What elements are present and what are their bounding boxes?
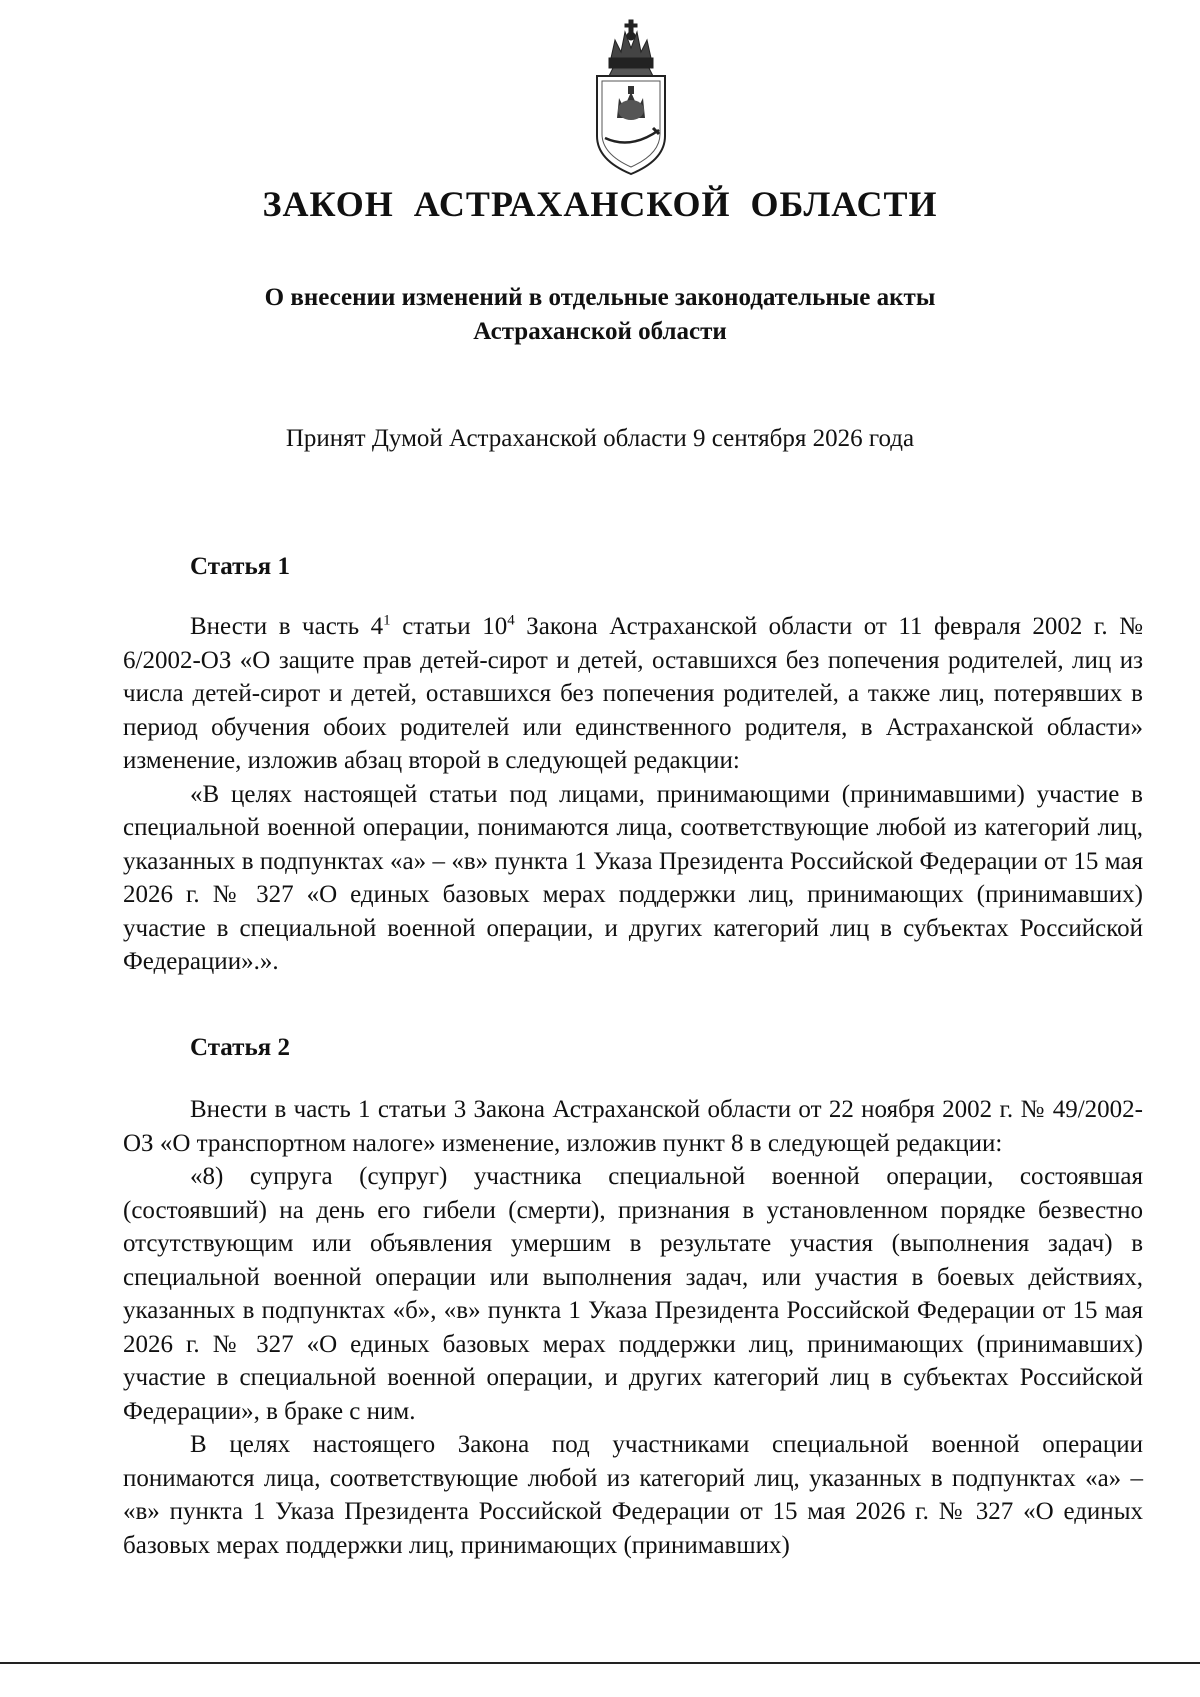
article-1-heading: Статья 1 — [190, 553, 290, 580]
article-1-paragraph-1: Внести в часть $4^1$ статьи $10^4$ Закона Астраханской области от 11 февраля 2002 г. № 6/2002-ОЗ «О защите прав детей-сирот и детей, оставшихся без попечения родителей, лиц из числа детей-сирот и детей, оставшихся без попечения родителей, а также лиц, потерявших в период обучения обоих родителей или единственного родителя, в Астраханской области» изменение, изложив абзац второй в следующей редакции: — [123, 612, 1143, 774]
article-1-body — [123, 610, 1143, 979]
article-2-body — [123, 1093, 1143, 1562]
article-2-paragraph-2: «8) супруга (супруг) участника специальной военной операции, состоявшая (состоявший) на день его гибели (смерти), признания в установленном порядке безвестно отсутствующим или объявления умершим в результате участия (выполнения задач) в специальной военной операции или выполнения задач, или участия в боевых действиях, указанных в подпунктах «б», «в» пункта 1 Указа Президента Российской Федерации от 15 мая 2026 г. № 327 «О единых базовых мерах поддержки лиц, принимающих (принимавших) участие в специальной военной операции, и других категорий лиц в субъектах Российской Федерации», в браке с ним. — [123, 1163, 1143, 1425]
page-bottom-divider — [0, 1662, 1200, 1664]
subtitle-line-1: О внесении изменений в отдельные законодательные акты — [264, 284, 936, 311]
article-2-heading: Статья 2 — [190, 1034, 290, 1061]
document-subtitle — [0, 281, 1200, 349]
adoption-statement: Принят Думой Астраханской области 9 сентября 2026 года — [285, 425, 915, 452]
article-1-paragraph-2: «В целях настоящей статьи под лицами, принимающими (принимавшими) участие в специальной военной операции, понимаются лица, соответствующие любой из категорий лиц, указанных в подпунктах «а» – «в» пункта 1 Указа Президента Российской Федерации от 15 мая 2026 г. № 327 «О единых базовых мерах поддержки лиц, принимающих (принимавших) участие в специальной военной операции, и других категорий лиц в субъектах Российской Федерации».». — [123, 780, 1143, 975]
subtitle-line-2: Астраханской области — [473, 318, 727, 345]
article-2-paragraph-3: В целях настоящего Закона под участниками специальной военной операции понимаются лица, соответствующие любой из категорий лиц, указанных в подпунктах «а» – «в» пункта 1 Указа Президента Российской Федерации от 15 мая 2026 г. № 327 «О единых базовых мерах поддержки лиц, принимающих (принимавших) — [123, 1431, 1143, 1559]
coat-of-arms-icon — [587, 18, 675, 178]
article-2-paragraph-1: Внести в часть 1 статьи 3 Закона Астраханской области от 22 ноября 2002 г. № 49/2002-ОЗ «О транспортном налоге» изменение, изложив пункт 8 в следующей редакции: — [123, 1096, 1143, 1157]
document-title: ЗАКОН АСТРАХАНСКОЙ ОБЛАСТИ — [262, 184, 938, 224]
